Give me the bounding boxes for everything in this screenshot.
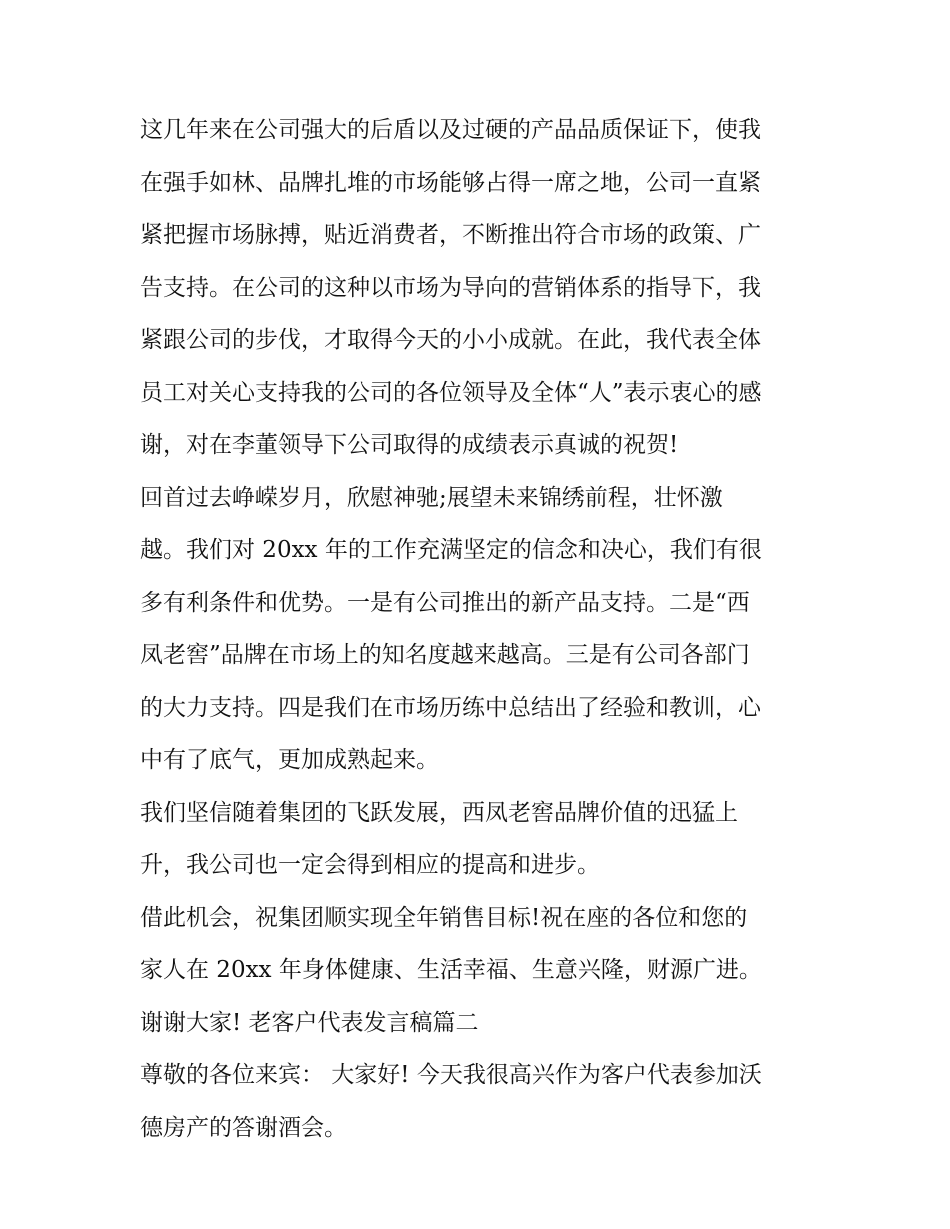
text-line: 越。我们对 20xx 年的工作充满坚定的信念和决心，我们有很 xyxy=(140,537,762,563)
text-line: 紧把握市场脉搏，贴近消费者，不断推出符合市场的政策、广 xyxy=(140,222,761,248)
text-line: 员工对关心支持我的公司的各位领导及全体“人”表示衷心的感 xyxy=(140,379,762,406)
text-line: 的大力支持。四是我们在市场历练中总结出了经验和教训，心 xyxy=(140,694,761,721)
text-line: 尊敬的各位来宾： 大家好! 今天我很高兴作为客户代表参加沃 xyxy=(140,1062,762,1088)
text-line: 凤老窖”品牌在市场上的知名度越来越高。三是有公司各部门 xyxy=(140,642,750,668)
text-line: 我们坚信随着集团的飞跃发展，西凤老窖品牌价值的迅猛上 xyxy=(140,799,738,826)
text-line: 告支持。在公司的这种以市场为导向的营销体系的指导下，我 xyxy=(140,274,761,301)
text-line: 中有了底气，更加成熟起来。 xyxy=(140,747,439,773)
text-line: 谢，对在李董领导下公司取得的成绩表示真诚的祝贺! xyxy=(140,432,679,458)
text-line: 借此机会，祝集团顺实现全年销售目标!祝在座的各位和您的 xyxy=(140,904,748,931)
text-line: 在强手如林、品牌扎堆的市场能够占得一席之地，公司一直紧 xyxy=(140,169,761,196)
text-line: 这几年来在公司强大的后盾以及过硬的产品品质保证下，使我 xyxy=(140,117,761,143)
text-line: 德房产的答谢酒会。 xyxy=(140,1114,347,1141)
text-line: 多有利条件和优势。一是有公司推出的新产品支持。二是“西 xyxy=(140,589,750,616)
text-line: 家人在 20xx 年身体健康、生活幸福、生意兴隆，财源广进。 xyxy=(140,957,762,983)
text-line: 回首过去峥嵘岁月，欣慰神驰;展望未来锦绣前程，壮怀激 xyxy=(140,484,723,511)
text-line: 紧跟公司的步伐，才取得今天的小小成就。在此，我代表全体 xyxy=(140,327,761,353)
text-line: 升，我公司也一定会得到相应的提高和进步。 xyxy=(140,852,600,878)
document-body xyxy=(140,104,830,1154)
section-heading: 谢谢大家! 老客户代表发言稿篇二 xyxy=(140,1009,479,1036)
